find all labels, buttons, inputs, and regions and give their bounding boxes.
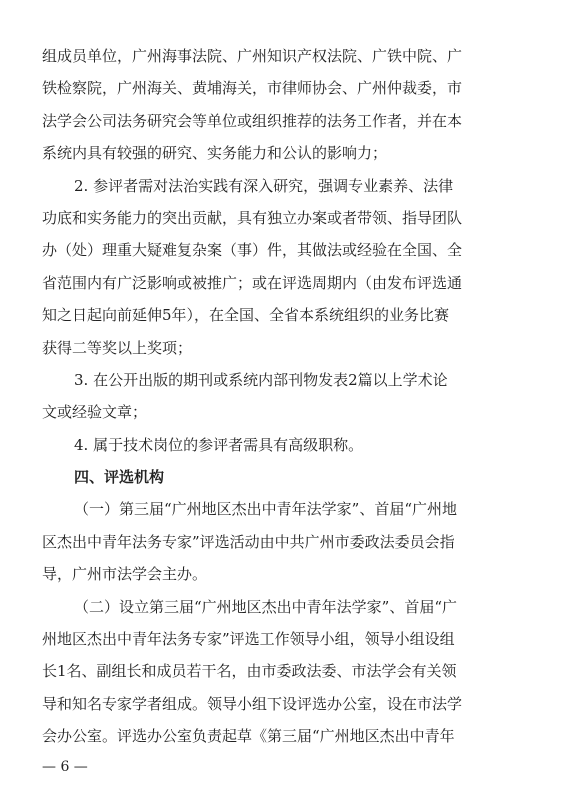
document-body xyxy=(42,40,522,753)
text-line: 文或经验文章； xyxy=(42,403,148,422)
section-heading: 四、评选机构 xyxy=(74,468,165,487)
text-line: 2. 参评者需对法治实践有深入研究，强调专业素养、法律 xyxy=(74,176,454,195)
text-line: 获得二等奖以上奖项； xyxy=(42,338,193,357)
page-number: — 6 — xyxy=(42,759,88,775)
text-line: 省范围内有广泛影响或被推广；或在评选周期内（由发布评选通 xyxy=(42,273,463,292)
text-line: 组成员单位，广州海事法院、广州知识产权法院、广铁中院、广 xyxy=(42,47,463,65)
text-line: 铁检察院，广州海关、黄埔海关，市律师协会、广州仲裁委，市 xyxy=(42,79,463,98)
text-line: 州地区杰出中青年法务专家”评选工作领导小组，领导小组设组 xyxy=(42,630,455,649)
text-line: 会办公室。评选办公室负责起草《第三届“广州地区杰出中青年 xyxy=(42,727,455,746)
text-line: 区杰出中青年法务专家”评选活动由中共广州市委政法委员会指 xyxy=(42,532,455,551)
text-line: 知之日起向前延伸5年），在全国、全省本系统组织的业务比赛 xyxy=(42,306,450,325)
text-line: （一）第三届“广州地区杰出中青年法学家”、首届“广州地 xyxy=(74,500,458,519)
text-line: 办（处）理重大疑难复杂案（事）件，其做法或经验在全国、全 xyxy=(42,241,463,260)
text-line: （二）设立第三届“广州地区杰出中青年法学家”、首届“广 xyxy=(74,597,458,616)
text-line: 导，广州市法学会主办。 xyxy=(42,565,208,584)
text-line: 4. 属于技术岗位的参评者需具有高级职称。 xyxy=(74,435,364,454)
text-line: 导和知名专家学者组成。领导小组下设评选办公室，设在市法学 xyxy=(42,694,463,713)
text-line: 3. 在公开出版的期刊或系统内部刊物发表2篇以上学术论 xyxy=(74,370,448,389)
text-line: 功底和实务能力的突出贡献，具有独立办案或者带领、指导团队 xyxy=(42,208,463,227)
text-line: 法学会公司法务研究会等单位或组织推荐的法务工作者，并在本 xyxy=(42,111,463,130)
text-line: 长1名、副组长和成员若干名，由市委政法委、市法学会有关领 xyxy=(42,662,457,681)
text-line: 系统内具有较强的研究、实务能力和公认的影响力； xyxy=(42,144,388,163)
